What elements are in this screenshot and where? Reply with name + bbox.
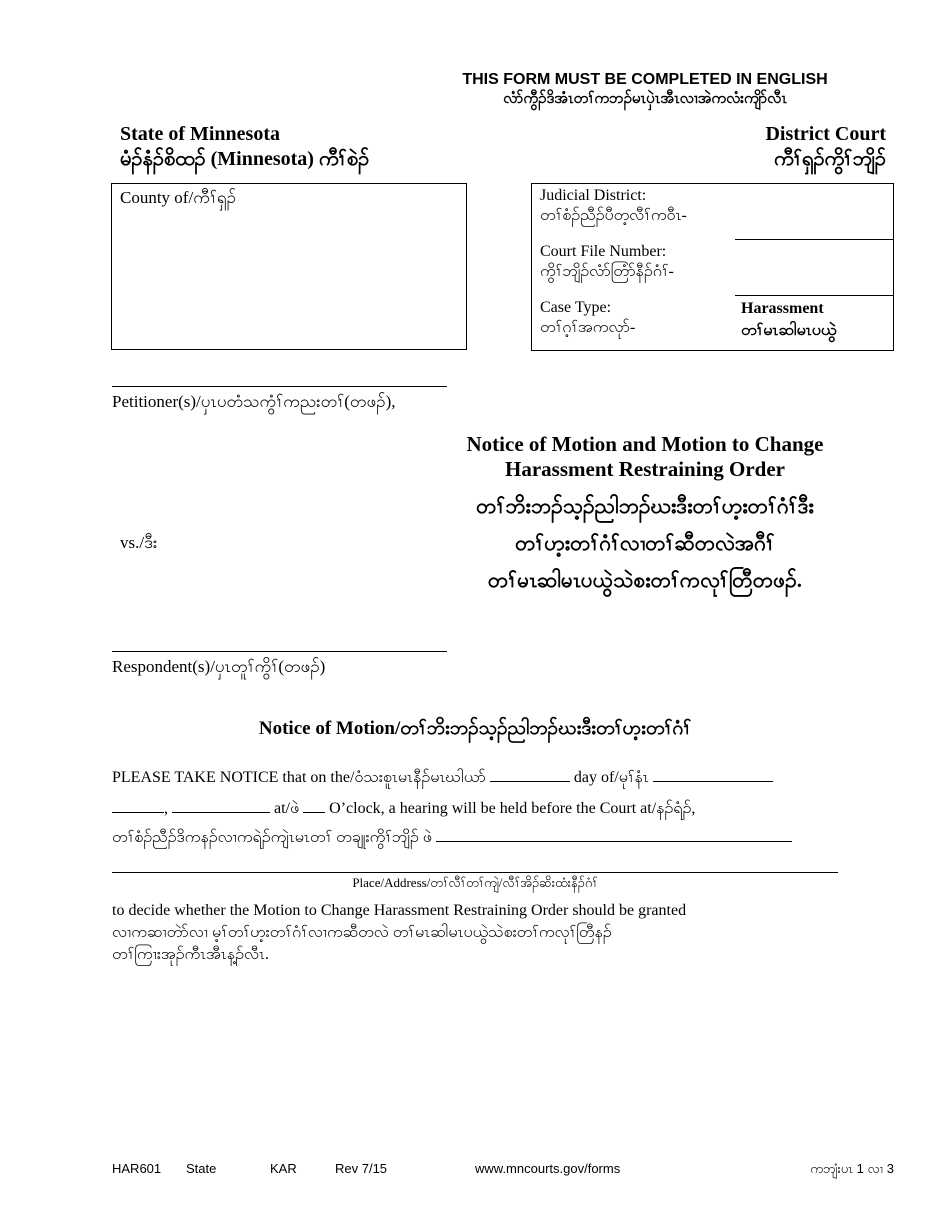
footer-website-link[interactable]: www.mncourts.gov/forms xyxy=(475,1161,621,1176)
court-name-en: District Court xyxy=(765,123,886,145)
decide-line-2: လၢကဆၢတဲာ်လၢ မ့ၢ်တၢ်ဟ့းတၢ်ဂံၢ်လၢကဆီတလဲ တၢ်မၤဆါမၤပယွဲသဲစးတၢ်ကလုၢ်တြီနၣ် xyxy=(112,924,612,941)
county-label: County of/ကီၢ်ရှၣ် xyxy=(120,188,237,207)
court-heading xyxy=(765,122,886,172)
year-field[interactable] xyxy=(172,798,270,813)
case-type-label xyxy=(540,298,635,338)
month-day-field[interactable] xyxy=(112,798,164,813)
notice-line3-text: တၢ်စံၣ်ညီၣ်ဒိကနၣ်လၢကရဲၣ်ကျဲၤမၤတၢ် တချုးကွိၢ်ဘျိၣ် ဖဲ xyxy=(112,829,432,846)
document-title xyxy=(440,432,850,599)
notice-line2-rest: O’clock, a hearing will be held before the Court at/နၣ်ရံၣ်, xyxy=(329,800,696,817)
footer-revision: Rev 7/15 xyxy=(335,1161,388,1176)
judicial-district-label-kar: တၢ်စံၣ်ညီၣ်ပီတ့လီၢ်ကဝီၤ- xyxy=(540,207,687,224)
title-kar xyxy=(440,488,850,599)
title-en-line2: Harassment Restraining Order xyxy=(505,457,785,481)
day-field[interactable] xyxy=(490,767,570,782)
notice-of-motion-heading: Notice of Motion/တၢ်ဘိးဘၣ်သ့ၣ်ညါဘၣ်ဃးဒီးတၢ်ဟ့းတၢ်ဂံၢ် xyxy=(258,718,692,739)
court-file-number-label-en: Court File Number: xyxy=(540,243,667,260)
court-name-kar: ကီၢ်ရှၣ်ကွိၢ်ဘျိၣ် xyxy=(774,148,886,170)
month-field[interactable] xyxy=(653,767,773,782)
footer-page-number: ကဘျံးပၤ 1 လၢ 3 xyxy=(810,1161,894,1176)
court-file-number-label xyxy=(540,242,674,282)
footer-state: State xyxy=(186,1161,217,1176)
notice-line1-text-b: day of/မုၢ်နံၤ xyxy=(573,769,649,786)
case-type-label-kar: တၢ်ဂ့ၢ်အကလုာ်- xyxy=(540,319,636,336)
versus-label: vs./ဒီး xyxy=(120,533,158,552)
case-type-value-en: Harassment xyxy=(741,300,824,317)
place-address-label: Place/Address/တၢ်လီၢ်တၢ်ကျဲ/လီၢ်အိၣ်ဆိးထံးနီၣ်ဂံၢ် xyxy=(352,875,598,890)
place-address-field[interactable] xyxy=(112,872,838,873)
footer-language: KAR xyxy=(270,1161,297,1176)
english-notice-text: THIS FORM MUST BE COMPLETED IN ENGLISH xyxy=(462,71,828,88)
respondent-label: Respondent(s)/ပှၤတူၢ်ကွိၢ်(တဖၣ်) xyxy=(112,657,326,676)
notice-line2-at: at/ဖဲ xyxy=(274,800,300,817)
decision-paragraph xyxy=(112,900,852,966)
state-name-en: State of Minnesota xyxy=(120,123,280,145)
title-kar-line2: တၢ်ဟ့းတၢ်ဂံၢ်လၢတၢ်ဆီတလဲအဂီၢ် xyxy=(515,531,775,555)
hour-field[interactable] xyxy=(303,798,325,813)
case-type-label-en: Case Type: xyxy=(540,299,612,316)
decide-line-1: to decide whether the Motion to Change Harassment Restraining Order should be granted xyxy=(112,902,687,919)
state-heading xyxy=(120,122,369,172)
title-kar-line3: တၢ်မၤဆါမၤပယွဲသဲစးတၢ်ကလုၢ်တြီတဖၣ်. xyxy=(487,568,803,592)
notice-line2-comma: , xyxy=(164,800,168,817)
karen-notice-text: လံာ်ကွီၣ်ဒိအံၤတၢ်ကဘၣ်မၤပှဲၤအီၤလၢအဲကလံးကျိာ်လီၤ xyxy=(503,90,787,107)
judicial-district-row xyxy=(532,184,893,240)
case-type-value xyxy=(741,298,836,342)
title-en-line1: Notice of Motion and Motion to Change xyxy=(466,432,824,456)
state-name-kar: မံၣ်နံၣ်စိထၣ် (Minnesota) ကီၢ်စဲၣ် xyxy=(120,148,370,170)
title-kar-line1: တၢ်ဘိးဘၣ်သ့ၣ်ညါဘၣ်ဃးဒီးတၢ်ဟ့းတၢ်ဂံၢ်ဒီး xyxy=(476,494,814,518)
petitioner-field[interactable] xyxy=(112,386,447,387)
petitioner-label: Petitioner(s)/ပှၤပတံသကွံၢ်ကညးတၢ်(တဖၣ်), xyxy=(112,392,396,411)
case-info-table xyxy=(531,183,894,351)
court-location-field[interactable] xyxy=(436,827,792,842)
county-field[interactable] xyxy=(111,183,467,350)
court-file-number-label-kar: ကွိၢ်ဘျိၣ်လံာ်တြံာ်နီၣ်ဂံၢ်- xyxy=(540,263,674,280)
notice-line-1 xyxy=(112,766,773,790)
judicial-district-label-en: Judicial District: xyxy=(540,187,647,204)
notice-line1-text-a: PLEASE TAKE NOTICE that on the/ဝံသးစူၤမၤနီၣ်မၤဃါယာ် xyxy=(112,769,486,786)
english-requirement-notice xyxy=(420,70,870,108)
court-file-number-row xyxy=(532,240,893,296)
notice-line-3 xyxy=(112,826,792,850)
respondent-field[interactable] xyxy=(112,651,447,652)
judicial-district-label xyxy=(540,186,687,226)
notice-line-2 xyxy=(112,797,695,821)
footer-form-code: HAR601 xyxy=(112,1161,162,1176)
case-type-value-kar: တၢ်မၤဆါမၤပယွဲ xyxy=(741,322,837,339)
case-type-row xyxy=(532,296,893,352)
decide-line-3: တၢ်ကြၢးအုၣ်ကီၤအီၤန့ၣ်လီၤ. xyxy=(112,946,269,963)
